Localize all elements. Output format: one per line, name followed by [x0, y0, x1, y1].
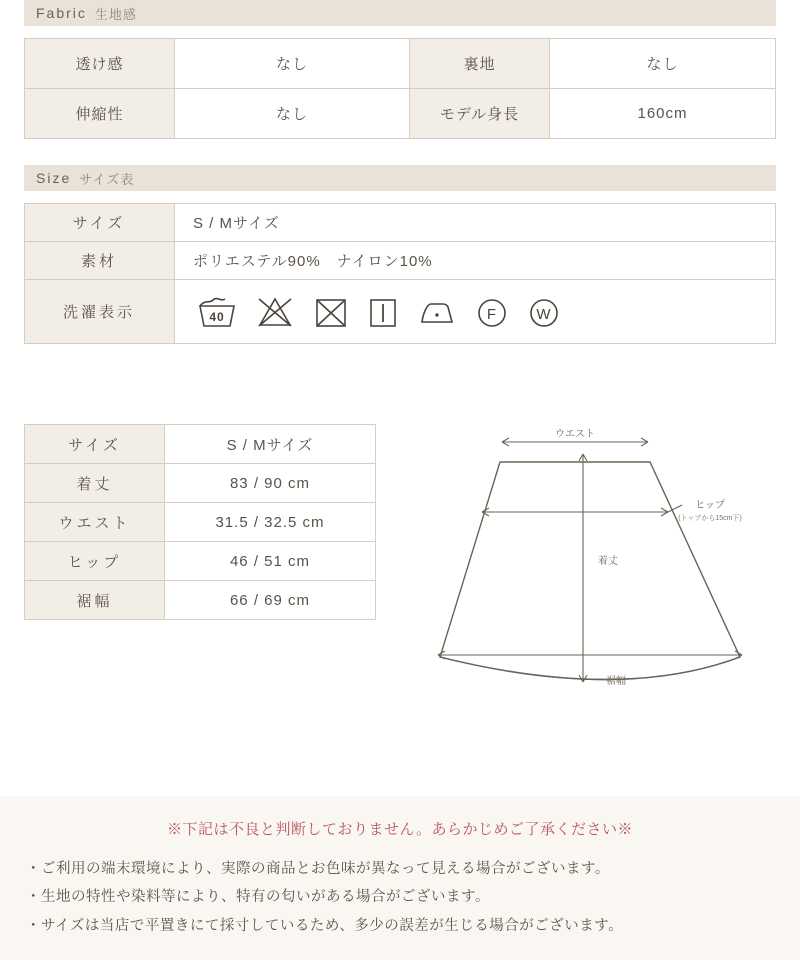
measure-value-hip: 46 / 51 cm	[165, 542, 376, 581]
notice-title: ※下記は不良と判断しておりません。あらかじめご了承ください※	[167, 821, 633, 838]
list-item: ・生地の特性や染料等により、特有の匂いがある場合がございます。	[26, 889, 490, 906]
list-item: ・ご利用の端末環境により、実際の商品とお色味が異なって見える場合がございます。	[26, 861, 610, 877]
measure-label-length: 着丈	[25, 464, 165, 503]
measure-value-hem: 66 / 69 cm	[165, 581, 376, 620]
wash-tub-40-icon	[197, 295, 237, 329]
measure-label-hem: 裾幅	[25, 581, 165, 620]
skirt-outline	[440, 462, 740, 680]
no-bleach-icon	[255, 295, 295, 329]
measure-value-size: S / Mサイズ	[165, 425, 376, 464]
table-row	[25, 89, 776, 139]
measure-value-length: 83 / 90 cm	[165, 464, 376, 503]
table-row	[25, 204, 776, 242]
table-row	[25, 242, 776, 280]
wet-clean-w-icon	[527, 295, 561, 329]
size-section-heading	[24, 165, 776, 191]
fabric-label-stretch: 伸縮性	[25, 89, 175, 139]
hem-label: 裾幅	[606, 676, 626, 687]
size-table	[24, 203, 776, 344]
drip-dry-line-icon	[367, 295, 399, 329]
measure-label-size: サイズ	[25, 425, 165, 464]
hip-note: (トップから15cm下)	[678, 515, 742, 522]
fabric-section-heading	[24, 0, 776, 26]
measure-value-waist: 31.5 / 32.5 cm	[165, 503, 376, 542]
hip-label: ヒップ	[695, 500, 725, 511]
svg-text:W: W	[536, 305, 552, 323]
iron-low-icon	[417, 295, 457, 329]
length-label: 着丈	[598, 556, 618, 567]
fabric-label-sheerness: 透け感	[25, 39, 175, 89]
size-label-material: 素材	[25, 242, 175, 280]
table-row	[25, 581, 376, 620]
table-row	[25, 464, 376, 503]
size-value-size: S / Mサイズ	[175, 204, 776, 242]
size-label-size: サイズ	[25, 204, 175, 242]
fabric-label-model-height: モデル身長	[410, 89, 550, 139]
list-item: ・サイズは当店で平置きにて採寸しているため、多少の誤差が生じる場合がございます。	[26, 917, 624, 934]
fabric-value-model-height: 160cm	[550, 89, 776, 139]
size-heading-en: Size	[36, 170, 72, 186]
dry-clean-f-icon	[475, 295, 509, 329]
measure-label-hip: ヒップ	[25, 542, 165, 581]
fabric-label-lining: 裏地	[410, 39, 550, 89]
care-icons-cell	[175, 280, 776, 344]
notice-block	[0, 796, 800, 960]
care-icon-group	[193, 295, 774, 329]
notice-list	[0, 855, 800, 940]
size-value-material: ポリエステル90% ナイロン10%	[175, 242, 776, 280]
table-row	[25, 542, 376, 581]
measurements-table	[24, 424, 376, 620]
table-row	[25, 280, 776, 344]
fabric-heading-en: Fabric	[36, 5, 87, 21]
skirt-measurement-diagram	[410, 412, 780, 732]
table-row	[25, 39, 776, 89]
waist-label: ウエスト	[555, 429, 595, 440]
fabric-value-stretch: なし	[175, 89, 410, 139]
size-label-care: 洗濯表示	[25, 280, 175, 344]
table-row	[25, 503, 376, 542]
table-row	[25, 425, 376, 464]
fabric-value-sheerness: なし	[175, 39, 410, 89]
no-tumble-dry-icon	[313, 295, 349, 329]
svg-text:F: F	[486, 305, 498, 323]
measure-label-waist: ウエスト	[25, 503, 165, 542]
fabric-value-lining: なし	[550, 39, 776, 89]
fabric-heading-jp: 生地感	[94, 6, 137, 22]
size-heading-jp: サイズ表	[79, 171, 135, 187]
fabric-table	[24, 38, 776, 139]
svg-text:40: 40	[209, 309, 225, 324]
